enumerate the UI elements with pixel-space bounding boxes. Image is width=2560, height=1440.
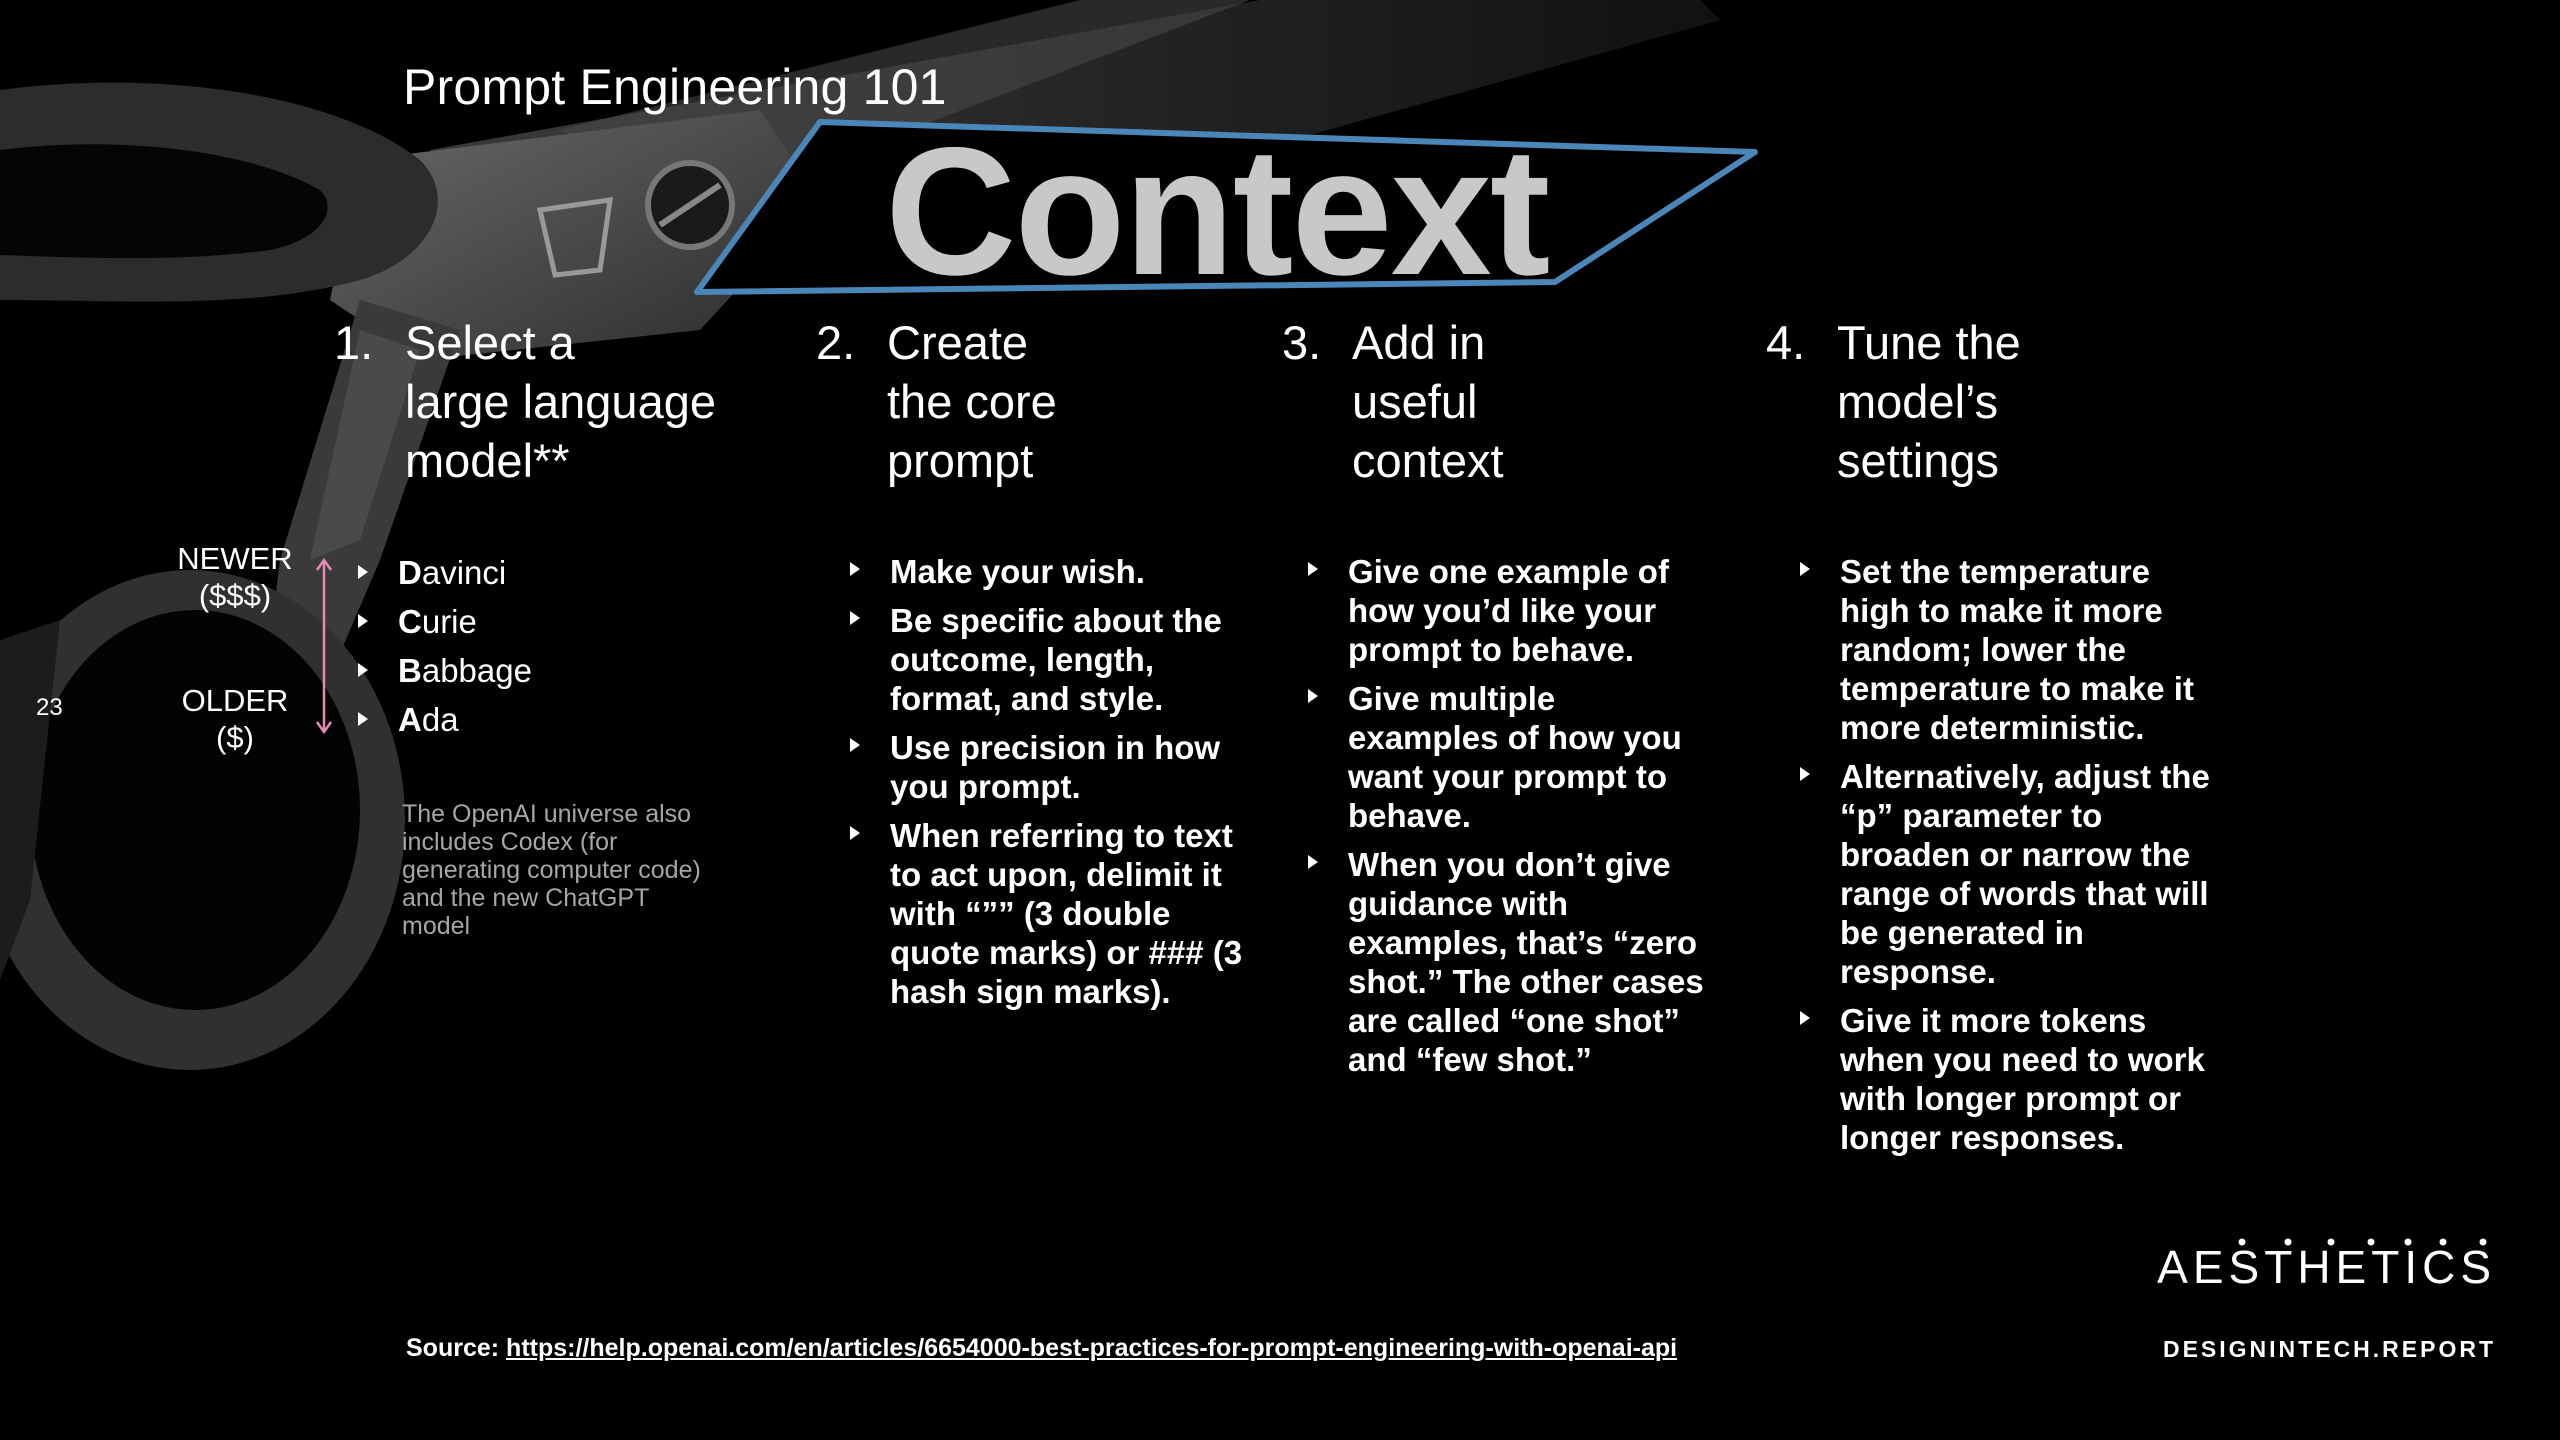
bullet-triangle-icon [1800, 562, 1810, 576]
bullet-text: Use precision in how you prompt. [890, 729, 1221, 805]
list-item [1308, 552, 1708, 669]
model-initial: D [398, 554, 422, 591]
bullet-text: Set the temperature high to make it more random; lower the temperature to make it more deterministic. [1840, 553, 2194, 746]
column-4-heading [1766, 313, 2186, 493]
bullet-text: Give multiple examples of how you want your prompt to behave. [1348, 680, 1682, 834]
column-2-bullets [850, 552, 1250, 1021]
scale-older-label: OLDER ($) [181, 683, 289, 755]
bullet-triangle-icon [1308, 562, 1318, 576]
column-1-title: Select a large language model** [405, 316, 716, 487]
scale-newer-label: NEWER ($$$) [177, 541, 293, 613]
bullet-text: Make your wish. [890, 553, 1145, 590]
column-3-heading [1282, 313, 1702, 493]
list-item [850, 552, 1250, 591]
list-item [1800, 552, 2210, 747]
bullet-triangle-icon [850, 738, 860, 752]
column-2-number: 2. [816, 316, 856, 369]
list-item [1800, 757, 2210, 991]
model-initial: A [398, 701, 422, 738]
column-4-number: 4. [1766, 316, 1806, 369]
model-name-rest: avinci [421, 554, 507, 591]
page-number: 23 [36, 694, 63, 721]
bullet-triangle-icon [358, 712, 368, 726]
model-list [358, 548, 532, 744]
bullet-text: Give one example of how you’d like your prompt to behave. [1348, 553, 1669, 668]
list-item [850, 816, 1250, 1011]
model-name-rest: abbage [421, 652, 532, 689]
column-4-title: Tune the model’s settings [1837, 316, 2021, 487]
list-item [1800, 1001, 2210, 1157]
bullet-text: Be specific about the outcome, length, format, and style. [890, 602, 1222, 717]
openai-models-note: The OpenAI universe also includes Codex (for generating computer code) and the new ChatGPT model [402, 800, 701, 940]
bullet-triangle-icon [358, 614, 368, 628]
bullet-triangle-icon [850, 826, 860, 840]
model-name-rest: urie [421, 603, 477, 640]
bullet-text: When referring to text to act upon, delimit it with “”” (3 double quote marks) or ### (3 hash sign marks). [890, 817, 1243, 1010]
bullet-triangle-icon [358, 565, 368, 579]
list-item [1308, 679, 1708, 835]
brand-logo: AESTHETICS [2157, 1241, 2496, 1293]
model-initial: B [398, 652, 422, 689]
source-citation [406, 1334, 1677, 1363]
bullet-triangle-icon [1308, 855, 1318, 869]
bullet-triangle-icon [1800, 1011, 1810, 1025]
scale-arrow-icon [312, 556, 336, 736]
list-item [850, 728, 1250, 806]
model-name-rest: da [421, 701, 459, 738]
bullet-triangle-icon [850, 611, 860, 625]
list-item [358, 695, 532, 744]
column-2-heading [816, 313, 1236, 493]
slide-title: Prompt Engineering 101 [403, 59, 947, 115]
list-item [850, 601, 1250, 718]
column-4-bullets [1800, 552, 2210, 1167]
bullet-triangle-icon [850, 562, 860, 576]
bullet-triangle-icon [1800, 767, 1810, 781]
bullet-text: When you don’t give guidance with examples, that’s “zero shot.” The other cases are called “one shot” and “few shot.” [1348, 846, 1704, 1078]
bullet-triangle-icon [1308, 689, 1318, 703]
bullet-triangle-icon [358, 663, 368, 677]
model-initial: C [398, 603, 422, 640]
list-item [358, 548, 532, 597]
source-label: Source: [406, 1334, 500, 1362]
list-item [1308, 845, 1708, 1079]
source-link[interactable]: https://help.openai.com/en/articles/6654000-best-practices-for-prompt-engineering-with-openai-api [506, 1334, 1678, 1362]
column-1-number: 1. [334, 316, 374, 369]
column-1-heading [334, 313, 774, 493]
column-2-title: Create the core prompt [887, 316, 1057, 487]
context-hero-word: Context [885, 109, 1549, 313]
list-item [358, 646, 532, 695]
column-3-number: 3. [1282, 316, 1322, 369]
column-3-title: Add in useful context [1352, 316, 1504, 487]
report-site-label: DESIGNINTECH.REPORT [2162, 1336, 2496, 1362]
bullet-text: Alternatively, adjust the “p” parameter to broaden or narrow the range of words that will be generated in response. [1840, 758, 2210, 990]
bullet-text: Give it more tokens when you need to work with longer prompt or longer responses. [1840, 1002, 2205, 1156]
column-3-bullets [1308, 552, 1708, 1089]
list-item [358, 597, 532, 646]
